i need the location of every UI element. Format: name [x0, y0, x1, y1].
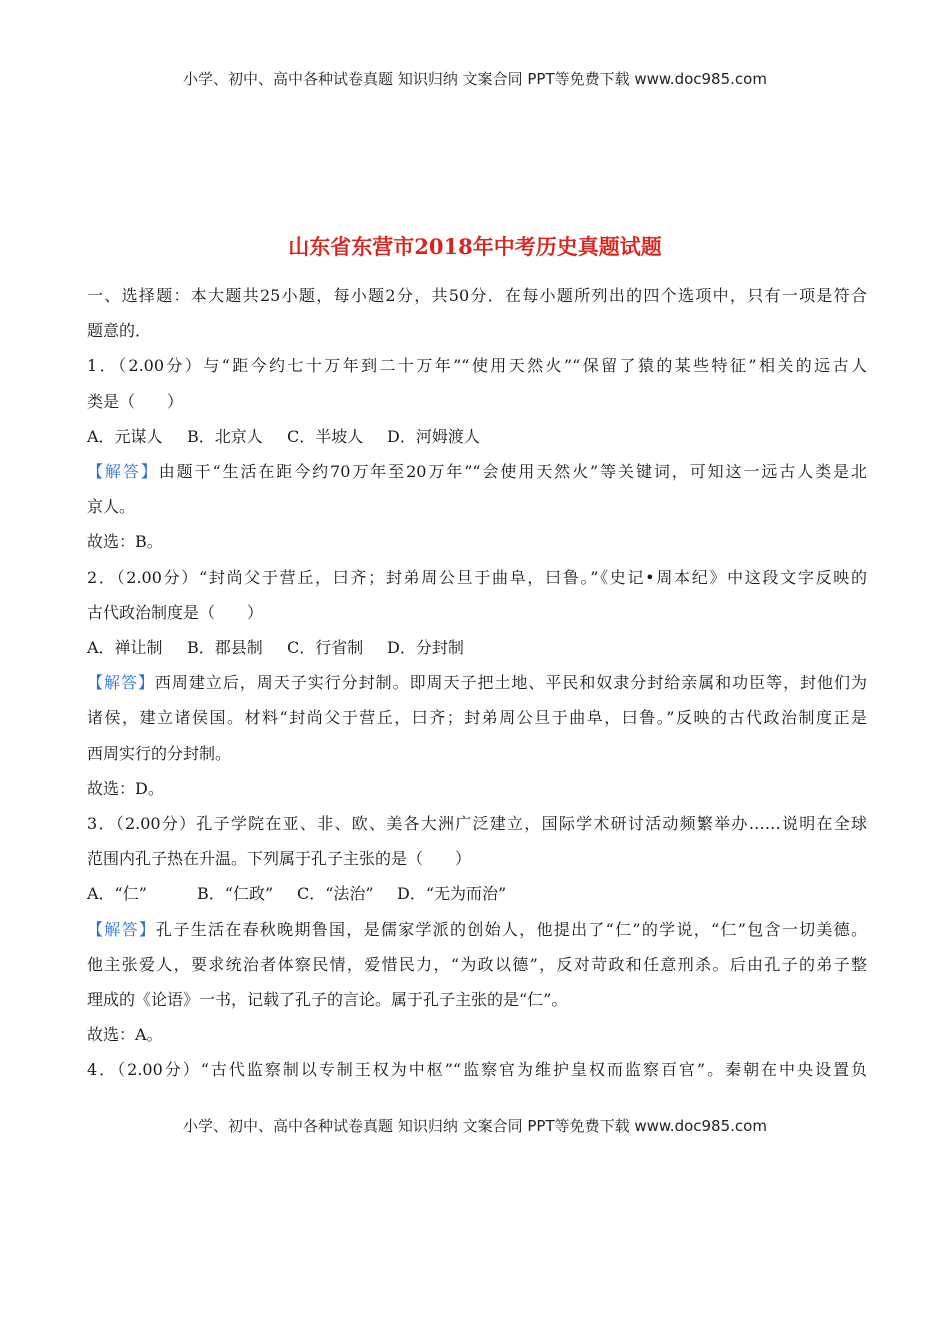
question-3-answer-cont: 他主张爱人，要求统治者体察民情，爱惜民力，“为政以德”，反对苛政和任意刑杀。后由孔子的弟子整: [87, 954, 867, 974]
answer-text: 孔子生活在春秋晚期鲁国，是儒家学派的创始人，他提出了“仁”的学说，“仁”包含一切美德。: [156, 919, 867, 939]
option-b: B．“仁政”: [197, 884, 274, 904]
option-a: A．“仁”: [87, 884, 147, 904]
section-intro-line: 题意的．: [87, 321, 152, 341]
option-d: D．分封制: [387, 638, 464, 658]
question-1-answer: [87, 454, 867, 489]
question-1-options: [87, 419, 867, 454]
question-3-options: [87, 876, 867, 911]
option-d: D．河姆渡人: [387, 426, 480, 446]
question-1-answer-cont: 京人。: [87, 497, 136, 517]
question-2-choice: 故选：D。: [87, 778, 164, 798]
page-footer: 小学、初中、高中各种试卷真题 知识归纳 文案合同 PPT等免费下载 www.doc985.com: [183, 1117, 767, 1135]
question-2-options: [87, 630, 867, 665]
option-b: B．郡县制: [187, 638, 263, 658]
option-a: A．元谋人: [87, 426, 163, 446]
question-3-answer-cont: 理成的《论语》一书，记载了孔子的言论。属于孔子主张的是“仁”。: [87, 990, 568, 1010]
answer-text: 西周建立后，周天子实行分封制。即周天子把土地、平民和奴隶分封给亲属和功臣等，封他们为: [154, 673, 867, 693]
question-4-stem: 4．（2.00分）“古代监察制以专制王权为中枢”“监察官为维护皇权而监察百官”。秦朝在中央设置负: [87, 1060, 867, 1080]
page-title: 山东省东营市2018年中考历史真题试题: [288, 234, 662, 259]
option-d: D．“无为而治”: [397, 884, 507, 904]
option-a: A．禅让制: [87, 638, 163, 658]
page-header: 小学、初中、高中各种试卷真题 知识归纳 文案合同 PPT等免费下载 www.doc985.com: [183, 70, 767, 88]
option-c: C．“法治”: [297, 884, 374, 904]
question-3-stem-cont: 范围内孔子热在升温。下列属于孔子主张的是（ ）: [87, 849, 472, 869]
question-1-stem-cont: 类是（ ）: [87, 391, 184, 411]
question-3-choice: 故选：A。: [87, 1025, 163, 1045]
answer-tag: 【解答】: [87, 919, 157, 939]
option-c: C．半坡人: [287, 426, 364, 446]
option-b: B．北京人: [187, 426, 263, 446]
option-c: C．行省制: [287, 638, 364, 658]
question-1-choice: 故选：B。: [87, 532, 163, 552]
answer-tag: 【解答】: [87, 462, 159, 482]
question-2-stem-cont: 古代政治制度是（ ）: [87, 602, 264, 622]
document-body: [87, 278, 867, 1088]
answer-tag: 【解答】: [87, 673, 155, 693]
question-1-stem: 1．（2.00分）与“距今约七十万年到二十万年”“使用天然火”“保留了猿的某些特征”相关的远古人: [87, 356, 867, 376]
question-2-stem: 2．（2.00分）“封尚父于营丘，曰齐；封弟周公旦于曲阜，曰鲁。”《史记•周本纪》中这段文字反映的: [87, 567, 867, 587]
question-2-answer-cont: 诸侯，建立诸侯国。材料“封尚父于营丘，曰齐；封弟周公旦于曲阜，曰鲁。”反映的古代政治制度正是: [87, 708, 867, 728]
question-2-answer-cont: 西周实行的分封制。: [87, 743, 232, 763]
question-3-stem: 3．（2.00分）孔子学院在亚、非、欧、美各大洲广泛建立，国际学术研讨活动频繁举办……说明在全球: [87, 814, 867, 834]
section-intro-line: 一、选择题：本大题共25小题，每小题2分，共50分．在每小题所列出的四个选项中，只有一项是符合: [87, 286, 867, 305]
question-2-answer: [87, 665, 867, 700]
answer-text: 由题干“生活在距今约70万年至20万年”“会使用天然火”等关键词，可知这一远古人类是北: [158, 462, 867, 482]
question-3-answer: [87, 912, 867, 947]
